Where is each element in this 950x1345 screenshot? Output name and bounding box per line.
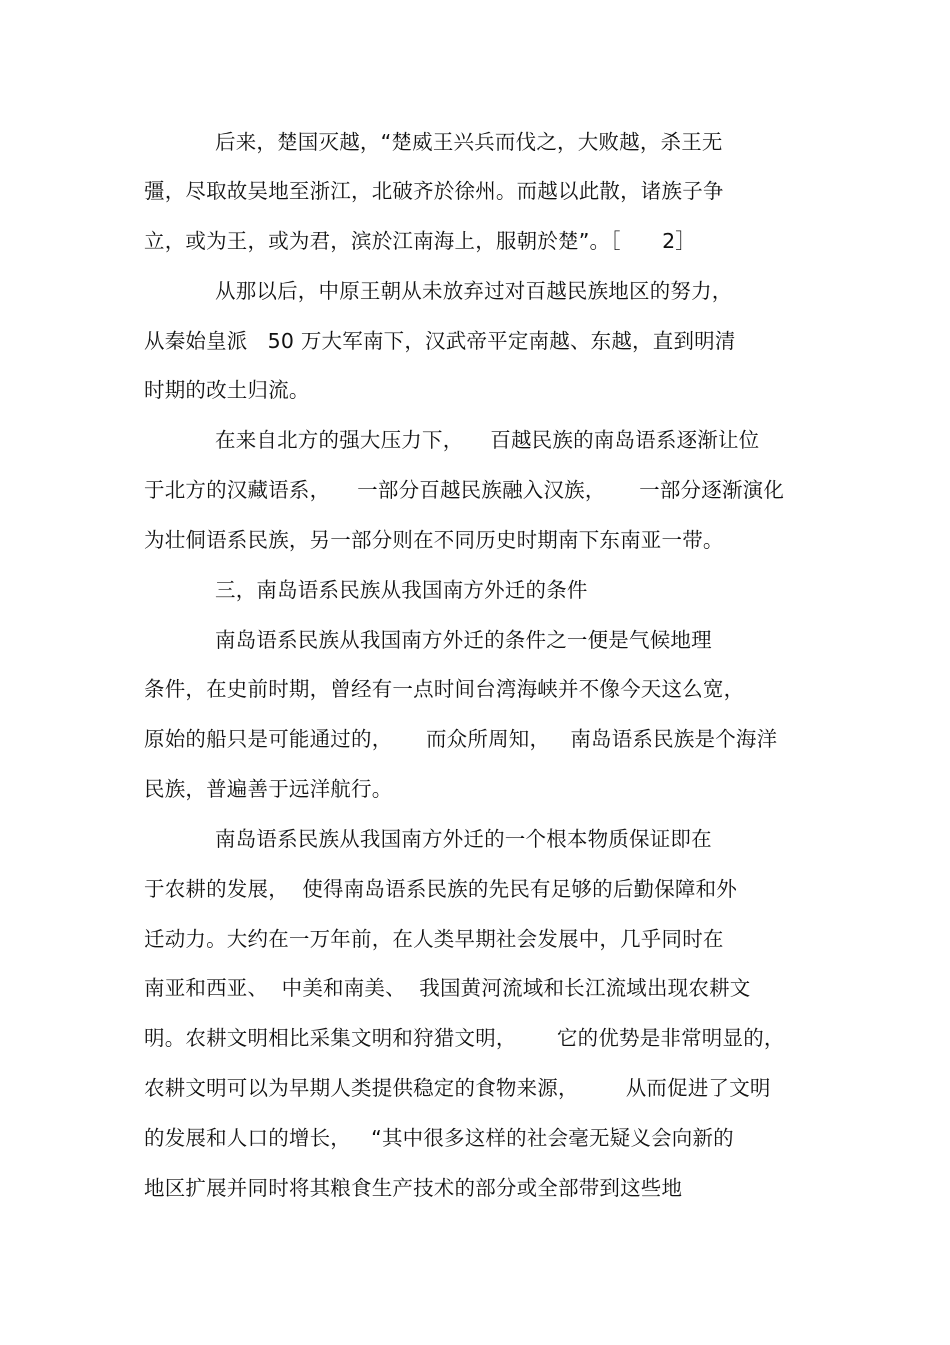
paragraph-line: 原始的船只是可能通过的， 而众所周知， 南岛语系民族是个海洋	[144, 727, 778, 751]
paragraph-line: 的发展和人口的增长， “其中很多这样的社会毫无疑义会向新的	[144, 1126, 734, 1150]
paragraph-line: 后来，楚国灭越，“楚威王兴兵而伐之，大败越，杀王无	[215, 130, 723, 154]
section-heading: 三，南岛语系民族从我国南方外迁的条件	[215, 578, 588, 602]
paragraph-line: 于农耕的发展， 使得南岛语系民族的先民有足够的后勤保障和外	[144, 877, 738, 901]
paragraph-line: 迁动力。大约在一万年前，在人类早期社会发展中，几乎同时在	[144, 927, 724, 951]
paragraph-line: 农耕文明可以为早期人类提供稳定的食物来源， 从而促进了文明	[144, 1076, 771, 1100]
paragraph-line: 时期的改土归流。	[144, 378, 310, 402]
paragraph-line: 从那以后，中原王朝从未放弃过对百越民族地区的努力，	[215, 279, 733, 303]
paragraph-line: 立，或为王，或为君，滨於江南海上，服朝於楚”。［ 2］	[144, 229, 697, 253]
paragraph-line: 彊，尽取故吴地至浙江，北破齐於徐州。而越以此散，诸族子争	[144, 179, 724, 203]
paragraph-line: 明。农耕文明相比采集文明和狩猎文明， 它的优势是非常明显的，	[144, 1026, 785, 1050]
paragraph-line: 南岛语系民族从我国南方外迁的一个根本物质保证即在	[215, 827, 712, 851]
paragraph-line: 为壮侗语系民族，另一部分则在不同历史时期南下东南亚一带。	[144, 528, 724, 552]
paragraph-line: 在来自北方的强大压力下， 百越民族的南岛语系逐渐让位	[215, 428, 760, 452]
paragraph-line: 从秦始皇派 50 万大军南下，汉武帝平定南越、东越，直到明清	[144, 329, 736, 353]
paragraph-line: 民族，普遍善于远洋航行。	[144, 777, 393, 801]
paragraph-line: 于北方的汉藏语系， 一部分百越民族融入汉族， 一部分逐渐演化	[144, 478, 785, 502]
paragraph-line: 南岛语系民族从我国南方外迁的条件之一便是气候地理	[215, 628, 712, 652]
paragraph-line: 地区扩展并同时将其粮食生产技术的部分或全部带到这些地	[144, 1176, 683, 1200]
paragraph-line: 南亚和西亚、 中美和南美、 我国黄河流域和长江流域出现农耕文	[144, 976, 751, 1000]
paragraph-line: 条件，在史前时期，曾经有一点时间台湾海峡并不像今天这么宽，	[144, 677, 745, 701]
